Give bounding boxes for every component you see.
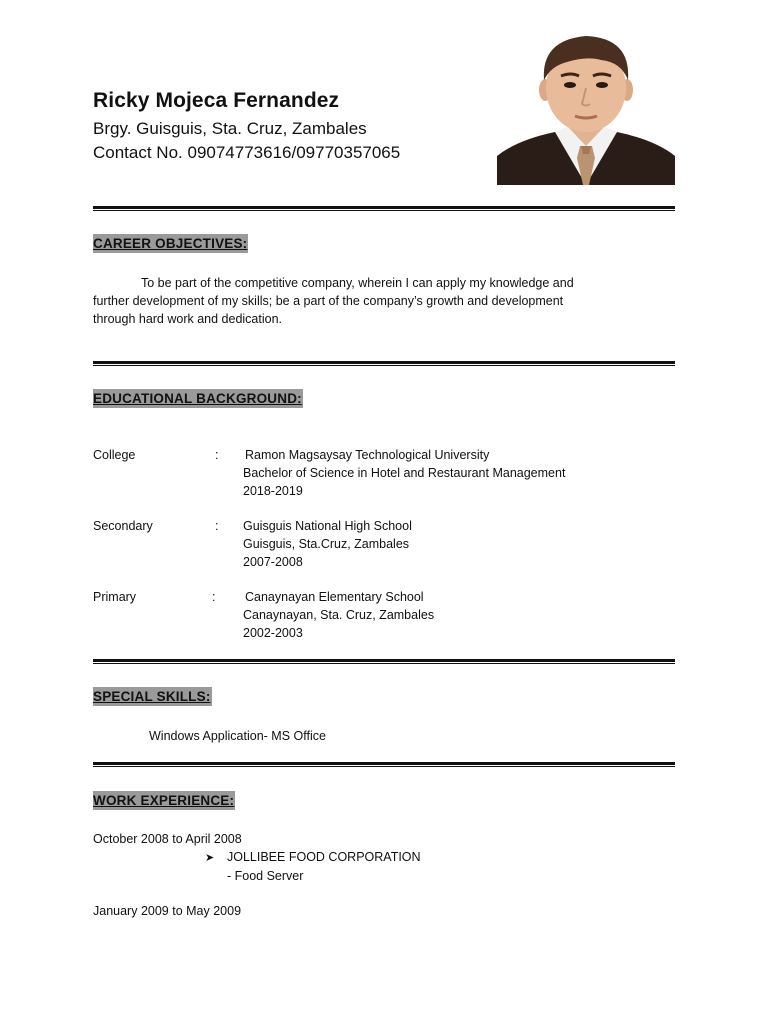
career-objectives-text <box>93 274 653 328</box>
college-school: Ramon Magsaysay Technological University <box>245 448 490 462</box>
applicant-name: Ricky Mojeca Fernandez <box>93 89 340 112</box>
career-objectives-line: To be part of the competitive company, wherein I can apply my knowledge and <box>141 276 574 290</box>
college-years: 2018-2019 <box>243 484 303 498</box>
work-company-line <box>205 848 421 867</box>
primary-years: 2002-2003 <box>243 626 303 640</box>
work-period: January 2009 to May 2009 <box>93 904 242 918</box>
education-colon: : <box>215 519 219 533</box>
section-divider <box>93 659 675 665</box>
primary-school: Canaynayan Elementary School <box>245 590 424 604</box>
special-skills-heading: SPECIAL SKILLS: <box>93 689 211 704</box>
education-primary-details <box>243 588 434 642</box>
college-degree: Bachelor of Science in Hotel and Restaurant Management <box>243 466 566 480</box>
work-experience-heading: WORK EXPERIENCE: <box>93 793 235 808</box>
secondary-location: Guisguis, Sta.Cruz, Zambales <box>243 537 410 551</box>
work-role: - Food Server <box>227 869 304 883</box>
profile-photo-illustration <box>497 28 675 185</box>
applicant-contact: Contact No. 09074773616/09770357065 <box>93 143 401 162</box>
career-objectives-heading: CAREER OBJECTIVES: <box>93 236 248 251</box>
section-divider <box>93 206 675 212</box>
education-level-college: College <box>93 448 136 462</box>
work-company: JOLLIBEE FOOD CORPORATION <box>227 850 421 864</box>
career-objectives-line: further development of my skills; be a part of the company’s growth and development <box>93 294 564 308</box>
applicant-address: Brgy. Guisguis, Sta. Cruz, Zambales <box>93 119 367 138</box>
education-college-details <box>243 446 565 500</box>
education-colon: : <box>212 590 216 604</box>
primary-location: Canaynayan, Sta. Cruz, Zambales <box>243 608 435 622</box>
profile-photo <box>497 28 675 185</box>
secondary-school: Guisguis National High School <box>243 519 412 533</box>
skill-item: Windows Application- MS Office <box>149 729 326 743</box>
work-entry <box>205 848 421 885</box>
section-divider <box>93 762 675 768</box>
educational-background-heading: EDUCATIONAL BACKGROUND: <box>93 391 302 406</box>
education-colon: : <box>215 448 219 462</box>
section-divider <box>93 361 675 367</box>
work-period: October 2008 to April 2008 <box>93 832 242 846</box>
education-level-primary: Primary <box>93 590 137 604</box>
arrow-bullet-icon: ➤ <box>205 852 215 864</box>
education-secondary-details <box>243 517 412 571</box>
career-objectives-line: through hard work and dedication. <box>93 312 283 326</box>
secondary-years: 2007-2008 <box>243 555 303 569</box>
education-level-secondary: Secondary <box>93 519 153 533</box>
